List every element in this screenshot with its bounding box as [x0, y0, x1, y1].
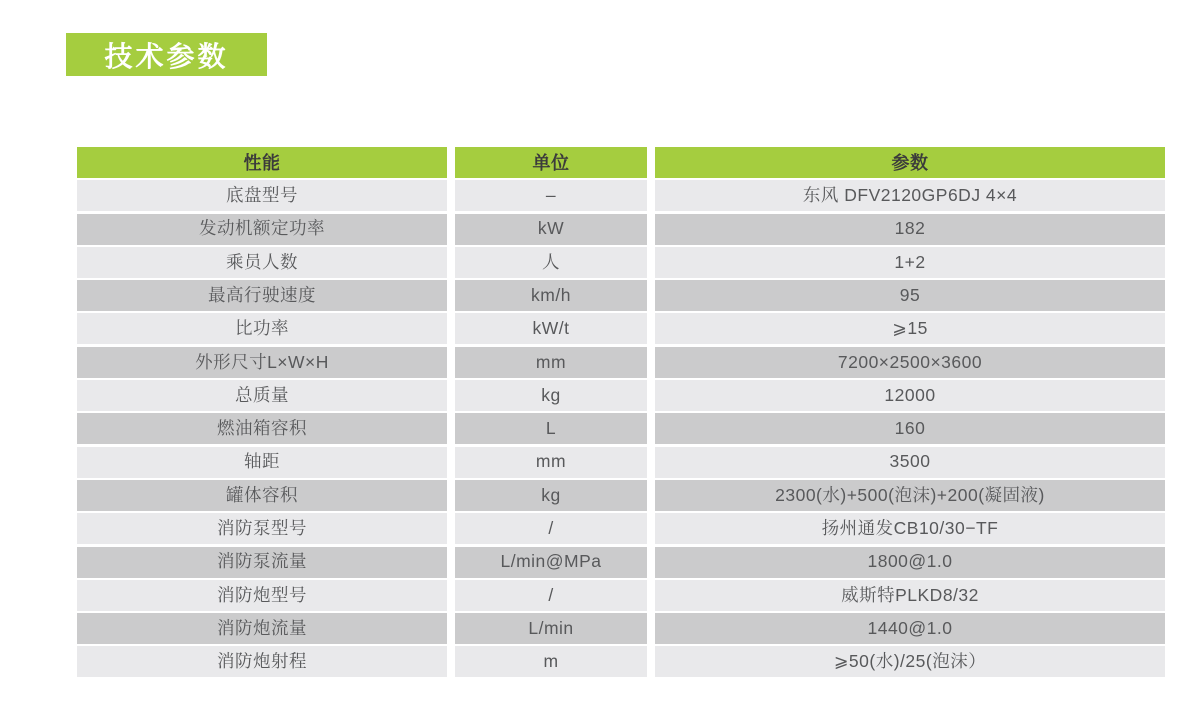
table-row — [77, 613, 1165, 644]
table-row — [77, 646, 1165, 677]
table-row — [77, 180, 1165, 211]
unit-cell: / — [455, 580, 647, 611]
value-cell: 1800@1.0 — [655, 547, 1165, 578]
unit-cell: km/h — [455, 280, 647, 311]
value-cell: 扬州通发CB10/30−TF — [655, 513, 1165, 544]
unit-cell: kg — [455, 380, 647, 411]
value-cell: ⩾50(水)/25(泡沫） — [655, 646, 1165, 677]
spec-name-cell: 消防泵型号 — [77, 513, 447, 544]
spec-name-cell: 总质量 — [77, 380, 447, 411]
spec-name-cell: 外形尺寸L×W×H — [77, 347, 447, 378]
table-row — [77, 214, 1165, 245]
spec-name-cell: 消防炮射程 — [77, 646, 447, 677]
value-cell: 威斯特PLKD8/32 — [655, 580, 1165, 611]
column-header-performance: 性能 — [77, 147, 447, 178]
table-row — [77, 547, 1165, 578]
table-row — [77, 347, 1165, 378]
value-cell: 7200×2500×3600 — [655, 347, 1165, 378]
unit-cell: kg — [455, 480, 647, 511]
unit-cell: / — [455, 513, 647, 544]
spec-name-cell: 消防炮型号 — [77, 580, 447, 611]
table-row — [77, 447, 1165, 478]
table-row — [77, 247, 1165, 278]
value-cell: 12000 — [655, 380, 1165, 411]
table-row — [77, 580, 1165, 611]
spec-name-cell: 燃油箱容积 — [77, 413, 447, 444]
unit-cell: kW/t — [455, 313, 647, 344]
column-header-unit: 单位 — [455, 147, 647, 178]
spec-name-cell: 消防炮流量 — [77, 613, 447, 644]
unit-cell: L/min — [455, 613, 647, 644]
value-cell: 东风 DFV2120GP6DJ 4×4 — [655, 180, 1165, 211]
page-title-text: 技术参数 — [104, 40, 229, 72]
unit-cell: mm — [455, 347, 647, 378]
value-cell: 182 — [655, 214, 1165, 245]
value-cell: 2300(水)+500(泡沫)+200(凝固液) — [655, 480, 1165, 511]
unit-cell: – — [455, 180, 647, 211]
value-cell: 95 — [655, 280, 1165, 311]
unit-cell: L — [455, 413, 647, 444]
table-row — [77, 313, 1165, 344]
table-row — [77, 513, 1165, 544]
spec-name-cell: 比功率 — [77, 313, 447, 344]
table-header-row — [77, 147, 1165, 178]
value-cell: 3500 — [655, 447, 1165, 478]
unit-cell: m — [455, 646, 647, 677]
value-cell: ⩾15 — [655, 313, 1165, 344]
table-row — [77, 280, 1165, 311]
spec-name-cell: 消防泵流量 — [77, 547, 447, 578]
spec-table — [77, 147, 1165, 677]
column-header-parameter: 参数 — [655, 147, 1165, 178]
value-cell: 1+2 — [655, 247, 1165, 278]
spec-name-cell: 罐体容积 — [77, 480, 447, 511]
unit-cell: 人 — [455, 247, 647, 278]
spec-name-cell: 最高行驶速度 — [77, 280, 447, 311]
unit-cell: mm — [455, 447, 647, 478]
value-cell: 1440@1.0 — [655, 613, 1165, 644]
spec-name-cell: 乘员人数 — [77, 247, 447, 278]
table-row — [77, 480, 1165, 511]
spec-name-cell: 底盘型号 — [77, 180, 447, 211]
table-row — [77, 380, 1165, 411]
value-cell: 160 — [655, 413, 1165, 444]
unit-cell: L/min@MPa — [455, 547, 647, 578]
spec-name-cell: 发动机额定功率 — [77, 214, 447, 245]
table-row — [77, 413, 1165, 444]
unit-cell: kW — [455, 214, 647, 245]
spec-name-cell: 轴距 — [77, 447, 447, 478]
page-title — [66, 33, 267, 76]
